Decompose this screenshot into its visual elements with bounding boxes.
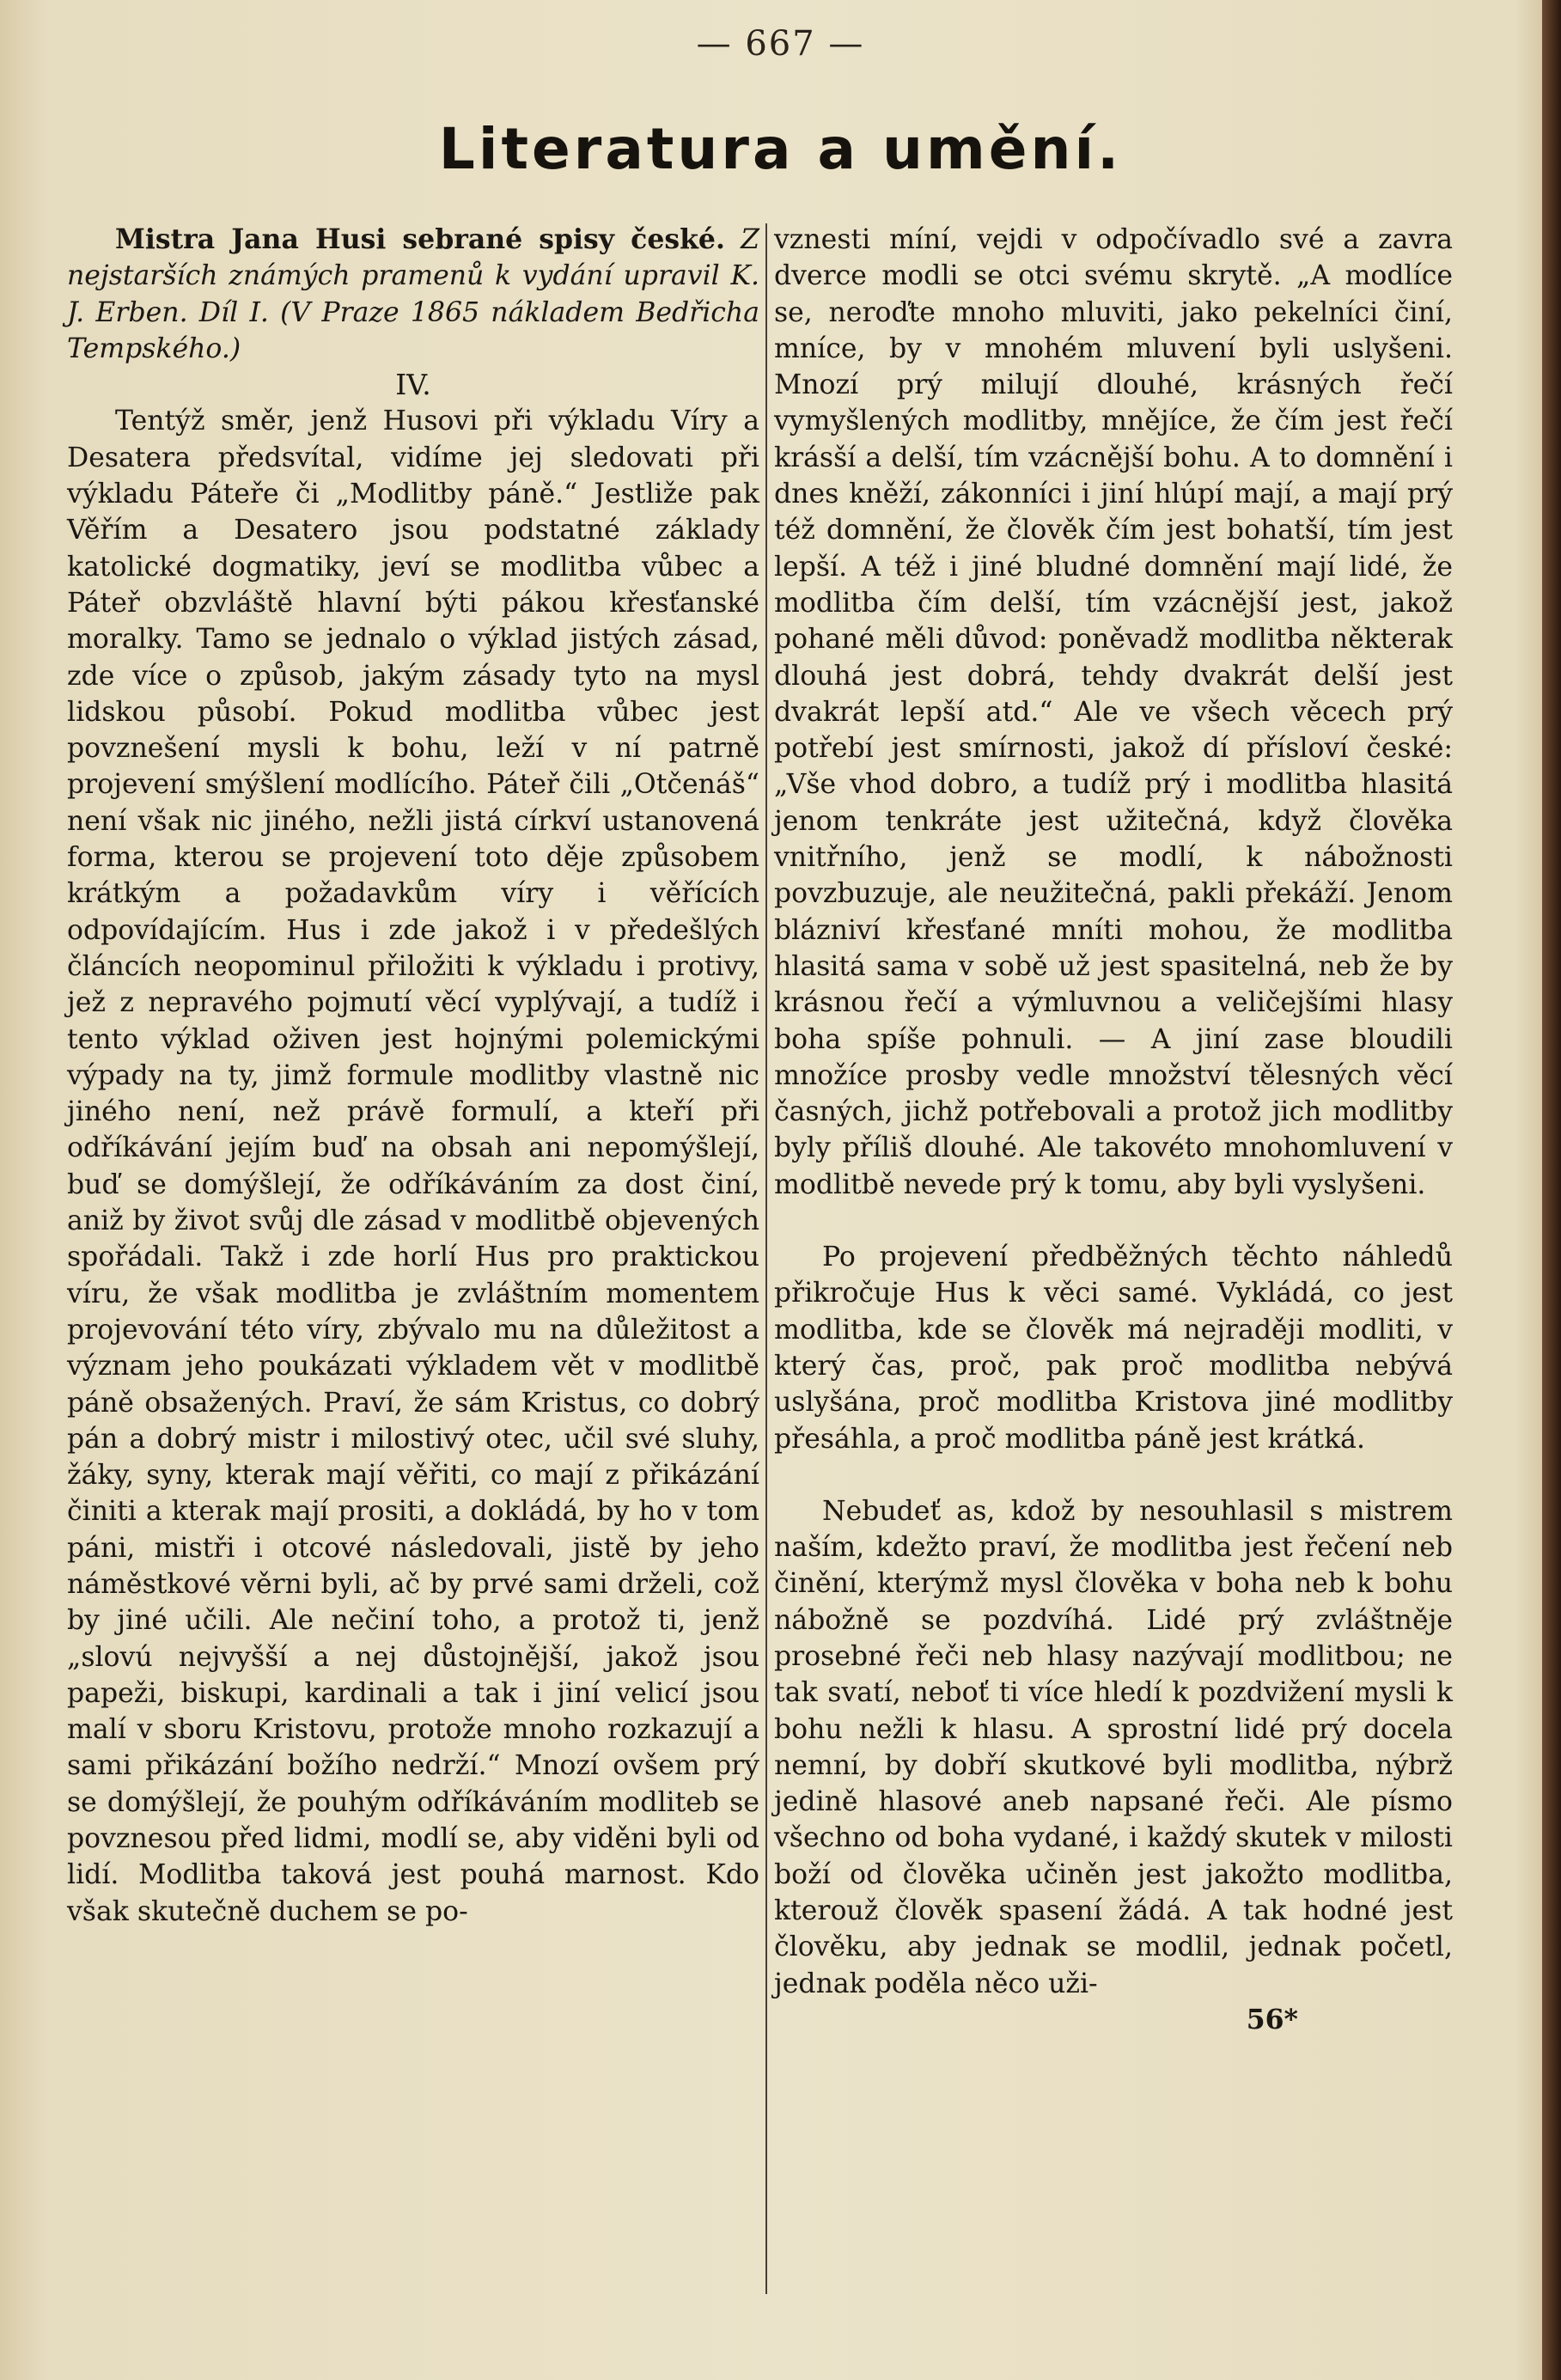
- book-spine-edge: [1542, 0, 1561, 2380]
- paragraph: Po projevení předběžných těchto náhledů přikročuje Hus k věci samé. Vykládá, co jest modlitba, kde se člověk má nejraději modliti, v který čas, proč, pak proč modlitba nebývá uslyšána, proč modlitba Kristova jiné modlitby přesáhla, a proč modlitba páně jest krátká.: [774, 1242, 1453, 1455]
- paragraph: vznesti míní, vejdi v odpočívadlo své a zavra dverce modli se otci svému skrytě. „A modlíce se, neroďte mnoho mluviti, jako pekelníci činí, mníce, by v mnohém mluvení byli uslyšeni. Mnozí prý milují dlouhé, krásných řečí vymyšlených modlitby, mnějíce, že čím jest řečí krásší a delší, tím vzácnější bohu. A to domnění i dnes kněží, zákonníci i jiní hlúpí mají, a mají prý též domnění, že člověk čím jest bohatší, tím jest lepší. A též i jiné bludné domnění mají lidé, že modlitba čím delší, tím vzácnější jest, jakož pohané měli důvod: poněvadž modlitba některak dlouhá jest dobrá, tehdy dvakrát delší jest dvakrát lepší atd.“ Ale ve všech věcech prý potřebí jest smírnosti, jakož dí přísloví české: „Vše vhod dobro, a tudíž prý i modlitba hlasitá jenom tenkráte jest užitečná, když člověka vnitřního, jenž se modlí, k nábožnosti povzbuzuje, ale neužitečná, pakli překáží. Jenom blázniví křesťané mníti mohou, že modlitba hlasitá sama v sobě už jest spasitelná, neb že by krásnou řečí a výmluvnou a veličejšími hlasy boha spíše pohnuli. — A jiní zase bloudili množíce prosby vedle množství tělesných věcí časných, jichž potřebovali a protož jich modlitby byly příliš dlouhé. Ale takovéto mnohomluvení v modlitbě nevede prý k tomu, aby byli vyslyšeni.: [774, 224, 1453, 1200]
- book-title: Mistra Jana Husi sebrané spisy české.: [115, 223, 725, 255]
- left-column: [67, 222, 759, 1930]
- page-number: — 667 —: [696, 24, 865, 64]
- column-divider: [765, 223, 767, 2294]
- printer-signature-mark: 56*: [1246, 2003, 1298, 2035]
- paragraph: Nebudeť as, kdož by nesouhlasil s mistrem naším, kdežto praví, že modlitba jest řečení neb činění, kterýmž mysl člověka v boha neb k bohu nábožně se pozdvíhá. Lidé prý zvláštněje prosebné řeči neb hlasy nazývají modlitbou; ne tak svatí, neboť ti více hledí k pozdvižení mysli k bohu nežli k hlasu. A sprostní lidé prý docela nemní, by dobří skutkové byli modlitba, nýbrž jedině hlasové aneb napsané řeči. Ale písmo všechno od boha vydané, i každý skutek v milosti boží od člověka učiněn jest jakožto modlitba, kterouž člověk spasení žádá. A tak hodné jest člověku, aby jednak se modlil, jednak početl, jednak poděla něco uži-: [774, 1495, 1453, 1999]
- right-column: [774, 222, 1453, 2038]
- section-title: Literatura a umění.: [438, 116, 1123, 182]
- book-publication-info: Z nejstarších známých pramenů k vydání upravil K. J. Erben. Díl I. (V Praze 1865 nákladem Bedřicha Tempského.): [67, 224, 759, 364]
- part-number: IV.: [395, 368, 431, 402]
- paragraph: Tentýž směr, jenž Husovi při výkladu Víry a Desatera předsvítal, vidíme jej sledovati při výkladu Páteře či „Modlitby páně.“ Jestliže pak Věřím a Desatero jsou podstatné základy katolické dogmatiky, jeví se modlitba vůbec a Páteř obzvláště hlavní býti pákou křesťanské moralky. Tamo se jednalo o výklad jistých zásad, zde více o způsob, jakým zásady tyto na mysl lidskou působí. Pokud modlitba vůbec jest povznešení mysli k bohu, leží v ní patrně projevení smýšlení modlícího. Páteř čili „Otčenáš“ není však nic jiného, nežli jistá církví ustanovená forma, kterou se projevení toto děje způsobem krátkým a požadavkům víry i věřících odpovídajícím. Hus i zde jakož i v předešlých článcích neopominul přiložiti k výkladu i protivy, jež z nepravého pojmutí věcí vyplývají, a tudíž i tento výklad oživen jest hojnými polemickými výpady na ty, jimž formule modlitby vlastně nic jiného není, než právě formulí, a kteří při odříkávání jejím buď na obsah ani nepomýšlejí, buď se domýšlejí, že odříkáváním za dost činí, aniž by život svůj dle zásad v modlitbě objevených spořádali. Takž i zde horlí Hus pro praktickou víru, že však modlitba je zvláštním momentem projevování této víry, zbývalo mu na důležitost a význam jeho poukázati výkladem vět v modlitbě páně obsažených. Praví, že sám Kristus, co dobrý pán a dobrý mistr i milostivý otec, učil své sluhy, žáky, syny, kterak mají věřiti, co mají z přikázání činiti a kterak mají prositi, a dokládá, by ho v tom páni, mistři i otcové následovali, jistě by jeho náměstkové věrni byli, ač by prvé sami drželi, což by jiné učili. Ale nečiní toho, a protož ti, jenž „slovú nejvyšší a nej důstojnější, jakož jsou papeži, biskupi, kardinali a tak i jiní velicí jsou malí v sboru Kristovu, protože mnoho rozkazují a sami přikázání božího nedrží.“ Mnozí ovšem prý se domýšlejí, že pouhým odříkáváním modliteb se povznesou před lidmi, modlí se, aby viděni byli od lidí. Modlitba taková jest pouhá marnost. Kdo však skutečně duchem se po-: [67, 406, 759, 1927]
- book-heading: [67, 222, 759, 367]
